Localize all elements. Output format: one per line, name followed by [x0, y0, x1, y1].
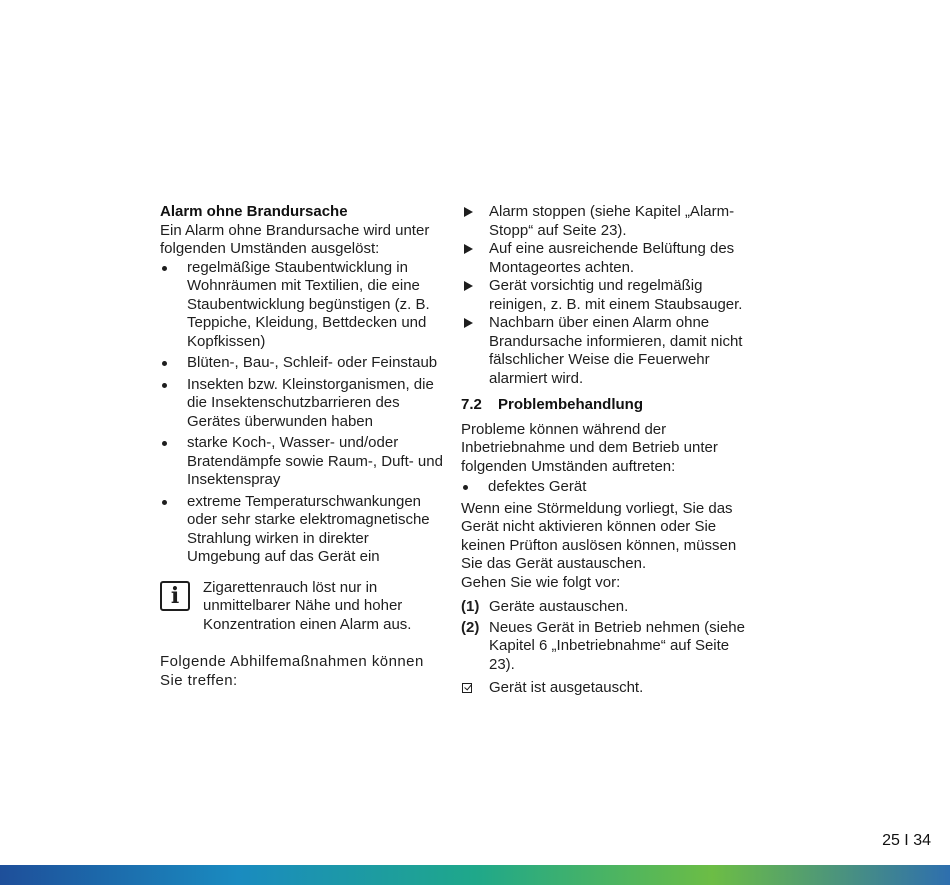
action-text: Alarm stoppen (siehe Kapitel „Alarm-Stopp“ auf Seite 23).: [489, 203, 735, 239]
info-icon: i: [160, 581, 190, 611]
right-column: [461, 203, 751, 698]
action-text: Nachbarn über einen Alarm ohne Brandursache informieren, damit nicht fälschlicher Weise die Feuerwehr alarmiert wird.: [489, 314, 743, 387]
list-item: starke Koch-, Wasser- und/oder Bratendämpfe sowie Raum-, Duft- und Insektenspray: [160, 434, 445, 490]
triangle-bullet-icon: [464, 244, 473, 254]
problems-list: [461, 478, 751, 497]
subsection-heading: Alarm ohne Brandursache: [160, 203, 348, 220]
triangle-bullet-icon: [464, 318, 473, 328]
result-line: [461, 679, 751, 698]
list-item: [461, 240, 751, 277]
section-title: Problembehandlung: [498, 396, 644, 413]
section-intro: Probleme können während der Inbetriebnahme und dem Betrieb unter folgenden Umständen auftreten:: [461, 420, 718, 475]
list-item: regelmäßige Staubentwicklung in Wohnräumen mit Textilien, die eine Staubentwicklung begünstigen (z. B. Teppiche, Kleidung, Bettdecken und Kopfkissen): [160, 259, 445, 352]
footer-gradient-bar: [0, 865, 950, 885]
step-number: (2): [461, 618, 480, 636]
page-number: 25 I 34: [882, 832, 931, 849]
causes-intro: Ein Alarm ohne Brandursache wird unter folgenden Umständen ausgelöst:: [160, 221, 430, 257]
info-note-text: Zigarettenrauch löst nur in unmittelbarer Nähe und hoher Konzentration einen Alarm aus.: [203, 578, 412, 633]
step-number: (1): [461, 598, 480, 615]
checkbox-icon: [462, 683, 472, 693]
step-text: Neues Gerät in Betrieb nehmen (siehe Kapitel 6 „Inbetriebnahme“ auf Seite 23).: [489, 618, 745, 673]
measures-intro: Folgende Abhilfemaßnahmen können Sie treffen:: [160, 653, 424, 689]
malfunction-text: Wenn eine Störmeldung vorliegt, Sie das Gerät nicht aktivieren können oder Sie keinen Prüfton auslösen können, müssen Sie das Gerät austauschen.: [461, 499, 737, 572]
step-text: Geräte austauschen.: [489, 598, 629, 615]
info-note: [160, 579, 445, 635]
steps-list: [461, 598, 751, 674]
list-item: Insekten bzw. Kleinstorganismen, die die Insektenschutzbarrieren des Gerätes überwunden haben: [160, 376, 445, 432]
list-item: [461, 314, 751, 388]
triangle-bullet-icon: [464, 207, 473, 217]
proceed-text: Gehen Sie wie folgt vor:: [461, 573, 621, 591]
list-item: defektes Gerät: [461, 478, 751, 497]
step-item: [461, 598, 751, 617]
section-heading: [461, 396, 751, 415]
list-item: Blüten-, Bau-, Schleif- oder Feinstaub: [160, 354, 445, 373]
result-text: Gerät ist ausgetauscht.: [489, 679, 644, 696]
actions-list: [461, 203, 751, 388]
triangle-bullet-icon: [464, 281, 473, 291]
section-number: 7.2: [461, 396, 482, 413]
action-text: Auf eine ausreichende Belüftung des Montageortes achten.: [489, 240, 735, 276]
list-item: extreme Temperaturschwankungen oder sehr starke elektromagnetische Strahlung wirken in direkter Umgebung auf das Gerät ein: [160, 493, 445, 567]
left-column: [160, 203, 445, 690]
list-item: [461, 277, 751, 314]
causes-list: [160, 259, 445, 567]
list-item: [461, 203, 751, 240]
step-item: [461, 619, 751, 675]
action-text: Gerät vorsichtig und regelmäßig reinigen, z. B. mit einem Staubsauger.: [489, 277, 743, 313]
